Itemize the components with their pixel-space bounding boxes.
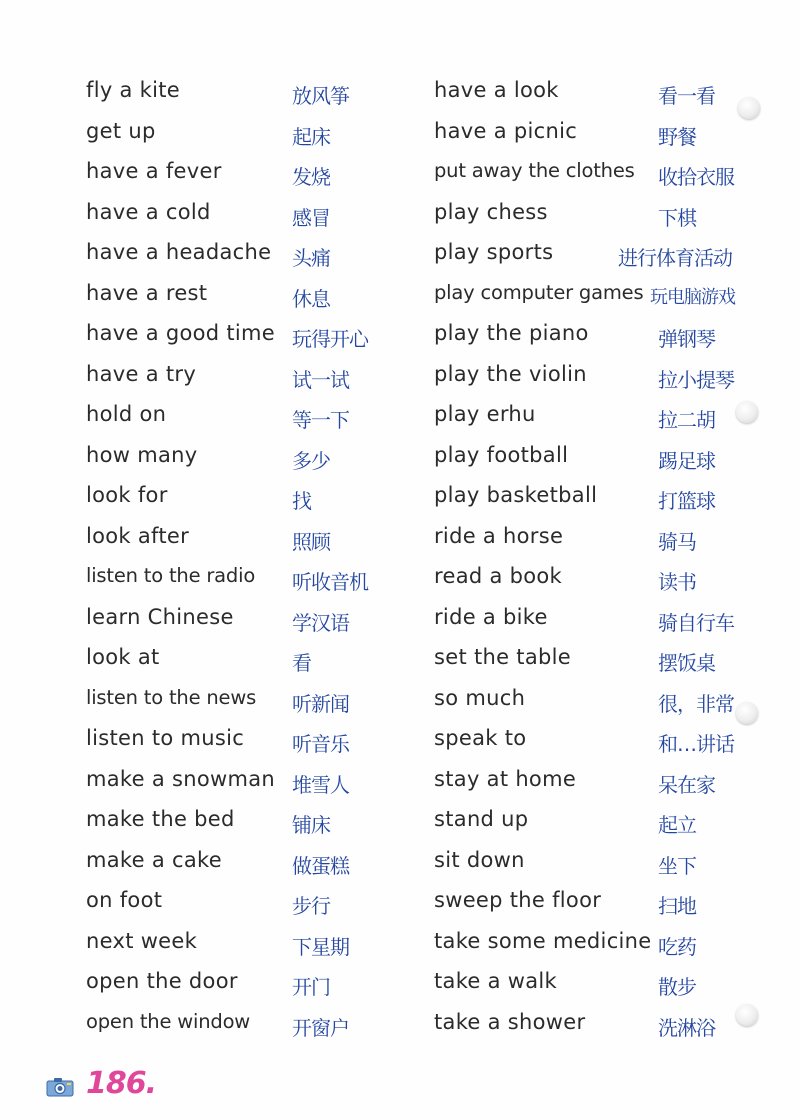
english-phrase: have a good time bbox=[86, 321, 276, 345]
chinese-translation: 拉二胡 bbox=[658, 408, 715, 432]
vocabulary-list-right bbox=[434, 74, 764, 1046]
english-phrase: get up bbox=[86, 118, 156, 143]
english-phrase: have a picnic bbox=[434, 118, 578, 143]
chinese-translation: 铺床 bbox=[292, 813, 330, 837]
vocabulary-row bbox=[86, 398, 426, 439]
english-phrase: hold on bbox=[86, 402, 167, 426]
chinese-translation: 找 bbox=[292, 489, 311, 513]
english-phrase: listen to music bbox=[86, 726, 245, 750]
english-phrase: play the violin bbox=[434, 361, 587, 386]
chinese-translation: 步行 bbox=[292, 894, 330, 918]
english-phrase: have a look bbox=[434, 78, 559, 102]
vocabulary-row bbox=[86, 155, 426, 196]
english-phrase: have a fever bbox=[86, 159, 222, 183]
english-phrase: fly a kite bbox=[86, 78, 181, 102]
english-phrase: take a walk bbox=[434, 969, 557, 993]
english-phrase: play the piano bbox=[434, 321, 589, 345]
english-phrase: sit down bbox=[434, 847, 525, 872]
vocabulary-row bbox=[434, 722, 764, 763]
chinese-translation: 做蛋糕 bbox=[292, 853, 349, 878]
vocabulary-row bbox=[434, 520, 764, 561]
chinese-translation: 头痛 bbox=[292, 246, 330, 270]
chinese-translation: 看一看 bbox=[658, 84, 715, 108]
chinese-translation: 听收音机 bbox=[292, 570, 368, 594]
chinese-translation: 起床 bbox=[292, 124, 330, 149]
vocabulary-row bbox=[86, 439, 426, 480]
vocabulary-row bbox=[434, 196, 764, 237]
chinese-translation: 坐下 bbox=[658, 853, 696, 878]
english-phrase: open the window bbox=[86, 1009, 251, 1033]
vocabulary-row bbox=[86, 925, 426, 966]
chinese-translation: 摆饭桌 bbox=[658, 651, 715, 675]
vocabulary-row bbox=[434, 763, 764, 804]
chinese-translation: 玩电脑游戏 bbox=[650, 286, 735, 308]
chinese-translation: 堆雪人 bbox=[292, 772, 349, 797]
vocabulary-row bbox=[434, 965, 764, 1006]
english-phrase: so much bbox=[434, 685, 526, 710]
vocabulary-row bbox=[86, 601, 426, 642]
english-phrase: play erhu bbox=[434, 402, 536, 426]
chinese-translation: 试一试 bbox=[292, 367, 349, 392]
chinese-translation: 休息 bbox=[292, 286, 330, 311]
chinese-translation: 多少 bbox=[292, 448, 330, 473]
vocabulary-row bbox=[86, 722, 426, 763]
english-phrase: listen to the radio bbox=[86, 564, 256, 587]
chinese-translation: 听音乐 bbox=[292, 732, 349, 756]
chinese-translation: 听新闻 bbox=[292, 691, 349, 716]
vocabulary-row bbox=[86, 479, 426, 520]
chinese-translation: 开窗户 bbox=[292, 1015, 349, 1040]
english-phrase: ride a bike bbox=[434, 604, 548, 629]
chinese-translation: 骑马 bbox=[658, 529, 696, 554]
vocabulary-row bbox=[86, 803, 426, 844]
vocabulary-list-left bbox=[86, 74, 426, 1046]
chinese-translation: 和…讲话 bbox=[658, 732, 734, 756]
vocabulary-row bbox=[86, 560, 426, 601]
chinese-translation: 开门 bbox=[292, 975, 330, 999]
binder-hole bbox=[736, 702, 758, 724]
vocabulary-row bbox=[86, 520, 426, 561]
chinese-translation: 弹钢琴 bbox=[658, 327, 715, 351]
chinese-translation: 收拾衣服 bbox=[658, 165, 734, 189]
english-phrase: play sports bbox=[434, 240, 554, 264]
vocabulary-row bbox=[86, 844, 426, 885]
vocabulary-row bbox=[86, 682, 426, 723]
vocabulary-row bbox=[86, 317, 426, 358]
english-phrase: set the table bbox=[434, 645, 571, 669]
vocabulary-row bbox=[434, 236, 764, 277]
chinese-translation: 洗淋浴 bbox=[658, 1015, 715, 1040]
page-number: 186. bbox=[86, 1066, 157, 1101]
english-phrase: play football bbox=[434, 442, 569, 467]
vocabulary-row bbox=[86, 641, 426, 682]
vocabulary-row bbox=[86, 358, 426, 399]
vocabulary-row bbox=[434, 682, 764, 723]
vocabulary-row bbox=[86, 115, 426, 156]
chinese-translation: 感冒 bbox=[292, 205, 330, 230]
vocabulary-row bbox=[434, 803, 764, 844]
chinese-translation: 学汉语 bbox=[292, 610, 349, 635]
english-phrase: open the door bbox=[86, 969, 238, 993]
chinese-translation: 照顾 bbox=[292, 529, 330, 554]
english-phrase: look for bbox=[86, 483, 168, 507]
english-phrase: make a cake bbox=[86, 847, 222, 872]
chinese-translation: 玩得开心 bbox=[292, 327, 368, 351]
camera-icon bbox=[46, 1077, 74, 1097]
vocabulary-row bbox=[86, 196, 426, 237]
chinese-translation: 散步 bbox=[658, 975, 696, 999]
english-phrase: take some medicine bbox=[434, 928, 652, 953]
vocabulary-row bbox=[434, 155, 764, 196]
binder-hole bbox=[736, 1004, 758, 1026]
vocabulary-row bbox=[86, 74, 426, 115]
vocabulary-row bbox=[434, 358, 764, 399]
chinese-translation: 踢足球 bbox=[658, 448, 715, 473]
chinese-translation: 读书 bbox=[658, 570, 696, 594]
english-phrase: play chess bbox=[434, 199, 548, 224]
vocabulary-row bbox=[86, 763, 426, 804]
vocabulary-row bbox=[434, 317, 764, 358]
vocabulary-row bbox=[434, 115, 764, 156]
vocabulary-row bbox=[86, 965, 426, 1006]
vocabulary-row bbox=[434, 560, 764, 601]
vocabulary-row bbox=[434, 601, 764, 642]
english-phrase: speak to bbox=[434, 726, 527, 750]
chinese-translation: 起立 bbox=[658, 813, 696, 837]
vocabulary-row bbox=[434, 641, 764, 682]
chinese-translation: 看 bbox=[292, 651, 311, 675]
chinese-translation: 发烧 bbox=[292, 165, 330, 189]
english-phrase: make the bed bbox=[86, 807, 235, 831]
chinese-translation: 打篮球 bbox=[658, 489, 715, 513]
english-phrase: stand up bbox=[434, 807, 529, 831]
vocabulary-row bbox=[434, 277, 764, 318]
chinese-translation: 放风筝 bbox=[292, 84, 349, 108]
chinese-translation: 下棋 bbox=[658, 205, 696, 230]
chinese-translation: 拉小提琴 bbox=[658, 367, 734, 392]
vocabulary-row bbox=[434, 439, 764, 480]
chinese-translation: 野餐 bbox=[658, 124, 696, 149]
chinese-translation: 进行体育活动 bbox=[618, 246, 732, 270]
vocabulary-row bbox=[86, 277, 426, 318]
binder-hole bbox=[738, 97, 760, 119]
english-phrase: look at bbox=[86, 645, 160, 669]
chinese-translation: 很，非常 bbox=[658, 691, 734, 716]
english-phrase: have a headache bbox=[86, 240, 272, 264]
english-phrase: make a snowman bbox=[86, 766, 275, 791]
english-phrase: on foot bbox=[86, 888, 163, 912]
vocabulary-row bbox=[434, 884, 764, 925]
english-phrase: sweep the floor bbox=[434, 888, 602, 912]
english-phrase: ride a horse bbox=[434, 523, 564, 548]
english-phrase: next week bbox=[86, 928, 198, 953]
english-phrase: listen to the news bbox=[86, 685, 257, 709]
english-phrase: play computer games bbox=[434, 280, 644, 304]
english-phrase: how many bbox=[86, 442, 198, 467]
chinese-translation: 扫地 bbox=[658, 894, 696, 918]
english-phrase: read a book bbox=[434, 564, 562, 588]
vocabulary-row bbox=[434, 1006, 764, 1047]
vocabulary-row bbox=[434, 74, 764, 115]
vocabulary-row bbox=[434, 479, 764, 520]
vocabulary-row bbox=[434, 925, 764, 966]
vocabulary-row bbox=[434, 398, 764, 439]
english-phrase: have a try bbox=[86, 361, 197, 386]
vocabulary-row bbox=[86, 1006, 426, 1047]
vocabulary-row bbox=[86, 236, 426, 277]
english-phrase: learn Chinese bbox=[86, 604, 234, 629]
english-phrase: have a rest bbox=[86, 280, 208, 305]
english-phrase: play basketball bbox=[434, 483, 598, 507]
vocabulary-row bbox=[434, 844, 764, 885]
english-phrase: have a cold bbox=[86, 199, 211, 224]
vocabulary-row bbox=[86, 884, 426, 925]
english-phrase: take a shower bbox=[434, 1009, 586, 1034]
english-phrase: put away the clothes bbox=[434, 159, 635, 182]
chinese-translation: 骑自行车 bbox=[658, 610, 734, 635]
english-phrase: stay at home bbox=[434, 766, 577, 791]
chinese-translation: 吃药 bbox=[658, 934, 696, 959]
binder-hole bbox=[736, 401, 758, 423]
chinese-translation: 等一下 bbox=[292, 408, 349, 432]
chinese-translation: 下星期 bbox=[292, 934, 349, 959]
english-phrase: look after bbox=[86, 523, 190, 548]
chinese-translation: 呆在家 bbox=[658, 772, 715, 797]
